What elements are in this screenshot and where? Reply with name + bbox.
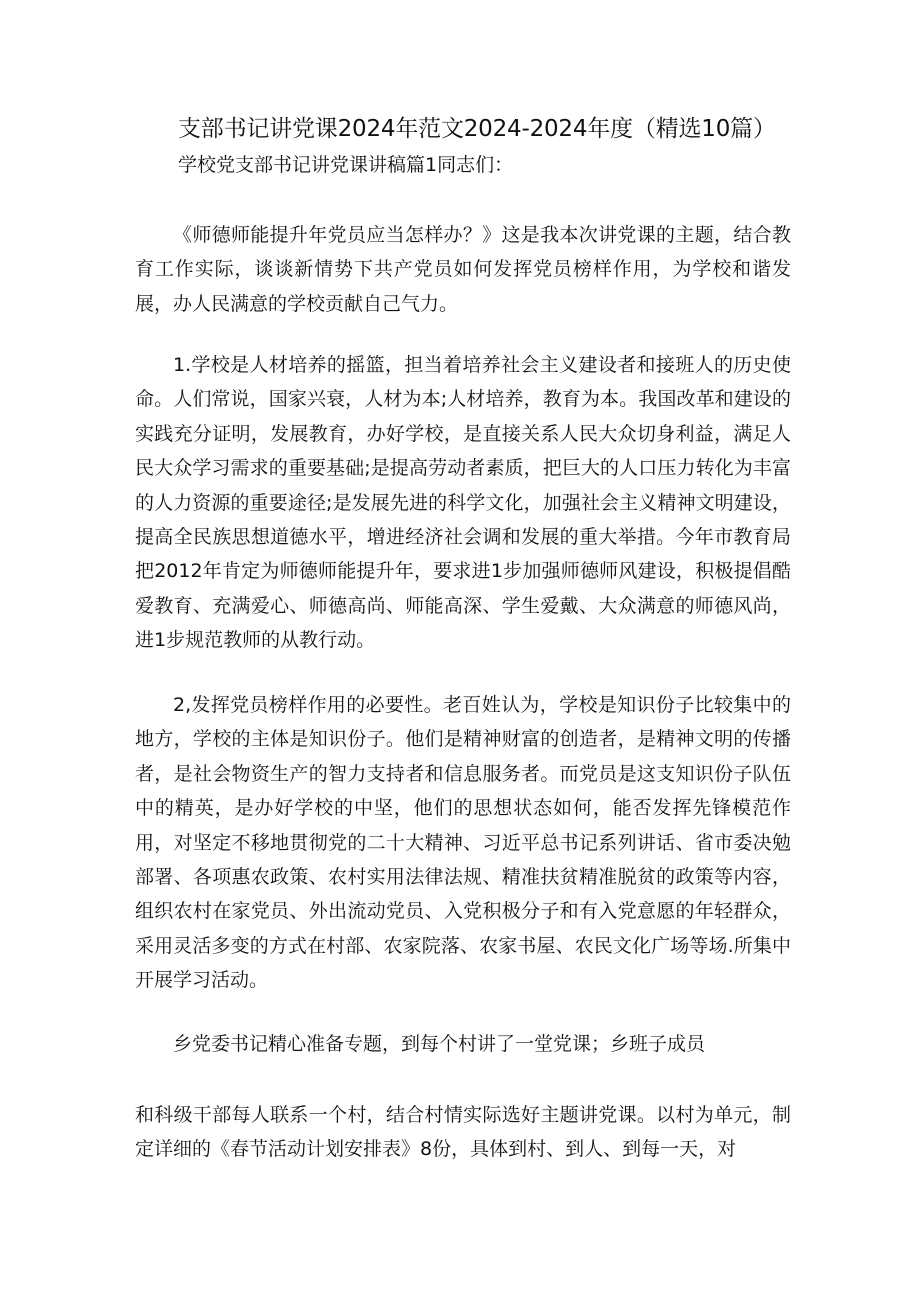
paragraph-cadres: 和科级干部每人联系一个村，结合村情实际选好主题讲党课。以村为单元，制定详细的《春节活动计划安排表》8份，具体到村、到人、到每一天，对	[135, 1104, 791, 1161]
paragraph-party-secretary: 乡党委书记精心准备专题，到每个村讲了一堂党课；乡班子成员	[173, 1033, 706, 1055]
document-subtitle: 学校党支部书记讲党课讲稿篇1同志们：	[178, 154, 514, 176]
paragraph-theme: 《师德师能提升年党员应当怎样办？》这是我本次讲党课的主题，结合教育工作实际，谈谈新情势下共产党员如何发挥党员榜样作用，为学校和谐发展，办人民满意的学校贡献自己气力。	[135, 224, 791, 315]
paragraph-point-2: 2,发挥党员榜样作用的必要性。老百姓认为，学校是知识份子比较集中的地方，学校的主体是知识份子。他们是精神财富的创造者，是精神文明的传播者，是社会物资生产的智力支持者和信息服务者。而党员是这支知识份子队伍中的精英，是办好学校的中坚，他们的思想状态如何，能否发挥先锋模范作用，对坚定不移地贯彻党的二十大精神、习近平总书记系列讲话、省市委决勉部署、各项惠农政策、农村实用法律法规、精准扶贫精准脱贫的政策等内容，组织农村在家党员、外出流动党员、入党积极分子和有入党意愿的年轻群众，采用灵活多变的方式在村部、农家院落、农家书屋、农民文化广场等场.所集中开展学习活动。	[135, 694, 791, 992]
document-title: 支部书记讲党课2024年范文2024-2024年度（精选10篇）	[178, 116, 776, 142]
paragraph-point-1: 1.学校是人材培养的摇篮，担当着培养社会主义建设者和接班人的历史使命。人们常说，国家兴衰，人材为本;人材培养，教育为本。我国改革和建设的实践充分证明，发展教育，办好学校，是直接关系人民大众切身利益，满足人民大众学习需求的重要基础;是提高劳动者素质，把巨大的人口压力转化为丰富的人力资源的重要途径;是发展先进的科学文化，加强社会主义精神文明建设，提高全民族思想道德水平，增进经济社会调和发展的重大举措。今年市教育局把2012年肯定为师德师能提升年，要求进1步加强师德师风建设，积极提倡酷爱教育、充满爱心、师德高尚、师能高深、学生爱戴、大众满意的师德风尚，进1步规范教师的从教行动。	[135, 354, 791, 652]
